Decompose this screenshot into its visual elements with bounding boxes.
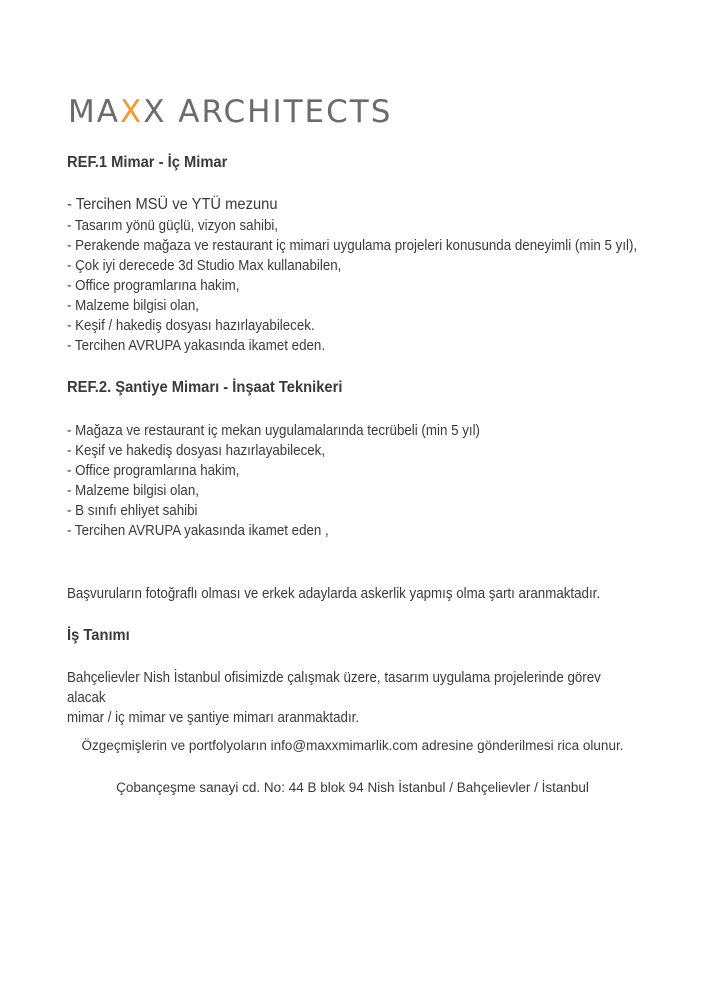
list-item: - Keşif / hakediş dosyası hazırlayabilecek. — [67, 318, 315, 334]
list-item: - Tercihen AVRUPA yakasında ikamet eden , — [67, 523, 329, 539]
requirements-note: Başvuruların fotoğraflı olması ve erkek adaylarda askerlik yapmış olma şartı aranmaktadır. — [67, 586, 601, 602]
list-item: - Office programlarına hakim, — [67, 463, 240, 479]
list-item: - Tercihen MSÜ ve YTÜ mezunu — [67, 196, 278, 213]
job-description-line-2: mimar / iç mimar ve şantiye mimarı aranmaktadır. — [67, 710, 360, 726]
logo-text-part1: MA — [68, 94, 120, 130]
job-description-section — [67, 626, 628, 728]
list-item: - Tercihen AVRUPA yakasında ikamet eden. — [67, 338, 326, 354]
contact-line: Özgeçmişlerin ve portfolyoların info@maxxmimarlik.com adresine gönderilmesi rica olunur. — [81, 738, 624, 753]
ref1-heading: REF.1 Mimar - İç Mimar — [67, 154, 228, 171]
ref2-requirements-list — [67, 421, 628, 541]
list-item: - Çok iyi derecede 3d Studio Max kullanabilen, — [67, 258, 342, 274]
list-item: - Mağaza ve restaurant iç mekan uygulamalarında tecrübeli (min 5 yıl) — [67, 423, 480, 439]
job-description-heading: İş Tanımı — [67, 627, 130, 644]
job-description-line-1: Bahçelievler Nish İstanbul ofisimizde çalışmak üzere, tasarım uygulama projelerinde görev alacak — [67, 670, 601, 706]
svg-text:MAXX ARCHITECTS — [68, 94, 392, 130]
list-item: - Perakende mağaza ve restaurant iç mimari uygulama projeleri konusunda deneyimli (min 5 yıl), — [67, 238, 638, 254]
list-item: - Malzeme bilgisi olan, — [67, 483, 199, 499]
ref2-heading: REF.2. Şantiye Mimarı - İnşaat Teknikeri — [67, 379, 343, 396]
ref1-requirements-list — [67, 195, 638, 356]
list-item: - B sınıfı ehliyet sahibi — [67, 503, 198, 519]
address-line: Çobançeşme sanayi cd. No: 44 B blok 94 Nish İstanbul / Bahçelievler / İstanbul — [116, 780, 589, 795]
logo-text-part2: X ARCHITECTS — [143, 94, 393, 130]
list-item: - Office programlarına hakim, — [67, 278, 240, 294]
list-item: - Keşif ve hakediş dosyası hazırlayabilecek, — [67, 443, 326, 459]
company-logo — [68, 92, 468, 132]
ref1-section — [67, 153, 638, 356]
list-item: - Malzeme bilgisi olan, — [67, 298, 199, 314]
ref2-section — [67, 378, 628, 541]
logo-accent-x: X — [119, 94, 144, 130]
list-item: - Tasarım yönü güçlü, vizyon sahibi, — [67, 218, 279, 234]
